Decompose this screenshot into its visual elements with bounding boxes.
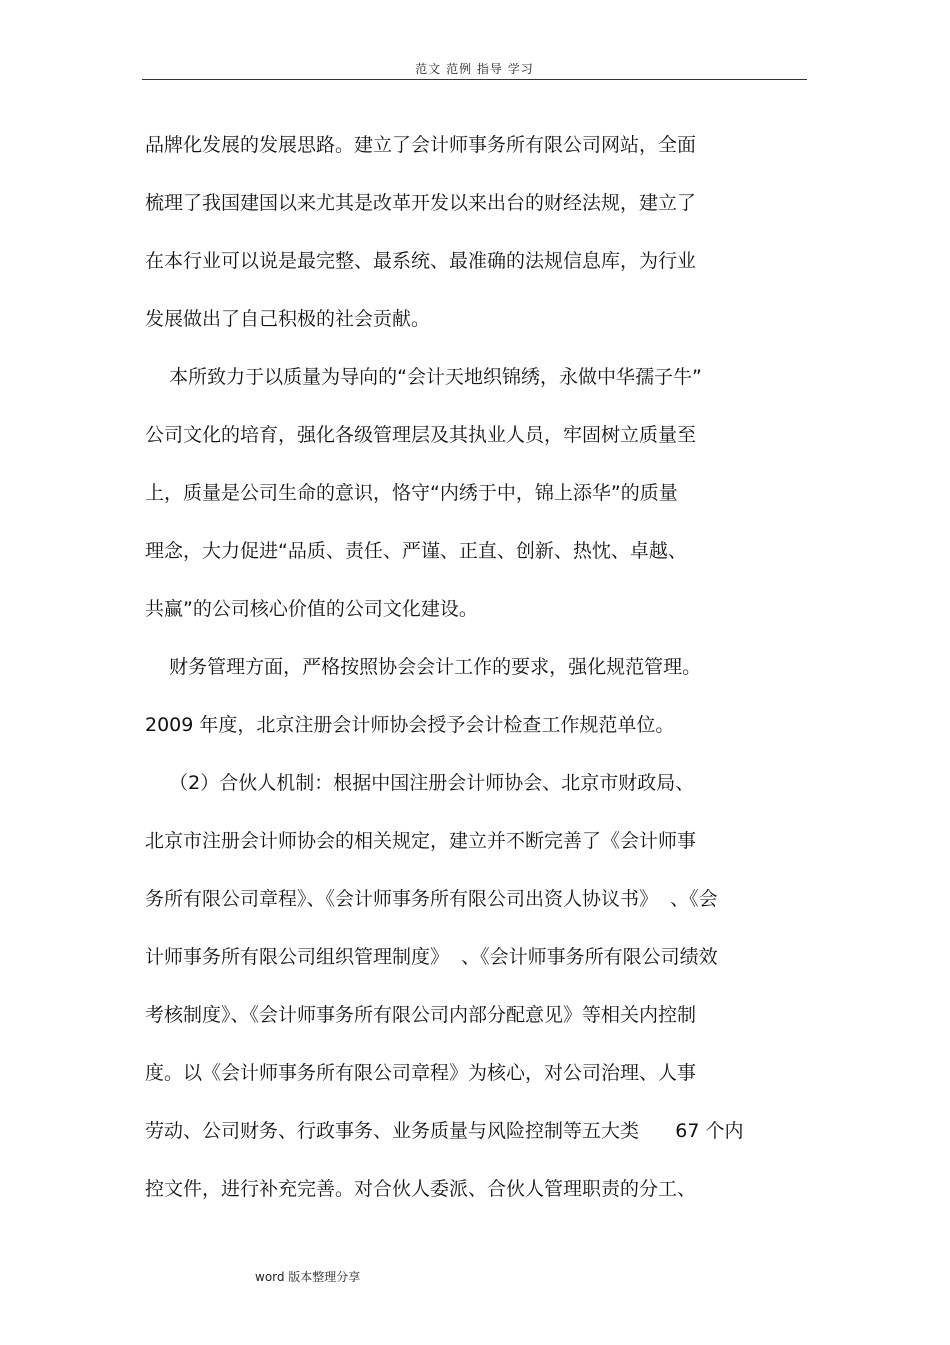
body-line: 共赢”的公司核心价值的公司文化建设。	[145, 598, 478, 620]
body-line: 理念，大力促进“品质、责任、严谨、正直、创新、热忱、卓越、	[145, 540, 687, 562]
body-line: 发展做出了自己积极的社会贡献。	[145, 308, 431, 330]
body-line: 品牌化发展的发展思路。建立了会计师事务所有限公司网站，全面	[145, 134, 697, 156]
body-line: 2009 年度，北京注册会计师协会授予会计检查工作规范单位。	[145, 714, 675, 736]
body-line: 考核制度》、《会计师事务所有限公司内部分配意见》等相关内控制	[145, 1004, 697, 1026]
body-line: 北京市注册会计师协会的相关规定，建立并不断完善了《会计师事	[145, 830, 697, 852]
body-line: （2）合伙人机制：根据中国注册会计师协会、北京市财政局、	[145, 772, 695, 794]
body-line: 控文件，进行补充完善。对合伙人委派、合伙人管理职责的分工、	[145, 1178, 697, 1200]
header-divider	[142, 79, 807, 80]
body-line: 计师事务所有限公司组织管理制度》 、《会计师事务所有限公司绩效	[145, 946, 718, 968]
body-line: 本所致力于以质量为导向的“会计天地织锦绣，永做中华孺子牛”	[145, 366, 702, 388]
body-line: 公司文化的培育，强化各级管理层及其执业人员，牢固树立质量至	[145, 424, 697, 446]
body-line: 在本行业可以说是最完整、最系统、最准确的法规信息库，为行业	[145, 250, 697, 272]
body-line: 梳理了我国建国以来尤其是改革开发以来出台的财经法规，建立了	[145, 192, 697, 214]
page-footer: word 版本整理分享	[255, 1270, 361, 1284]
body-line: 上，质量是公司生命的意识，恪守“内绣于中，锦上添华”的质量	[145, 482, 678, 504]
body-line: 务所有限公司章程》、《会计师事务所有限公司出资人协议书》 、《会	[145, 888, 718, 910]
body-line: 财务管理方面，严格按照协会会计工作的要求，强化规范管理。	[145, 656, 702, 678]
page-header: 范文 范例 指导 学习	[415, 62, 534, 76]
body-line: 度。以《会计师事务所有限公司章程》为核心，对公司治理、人事	[145, 1062, 697, 1084]
body-line: 劳动、公司财务、行政事务、业务质量与风险控制等五大类 67 个内	[145, 1120, 744, 1142]
